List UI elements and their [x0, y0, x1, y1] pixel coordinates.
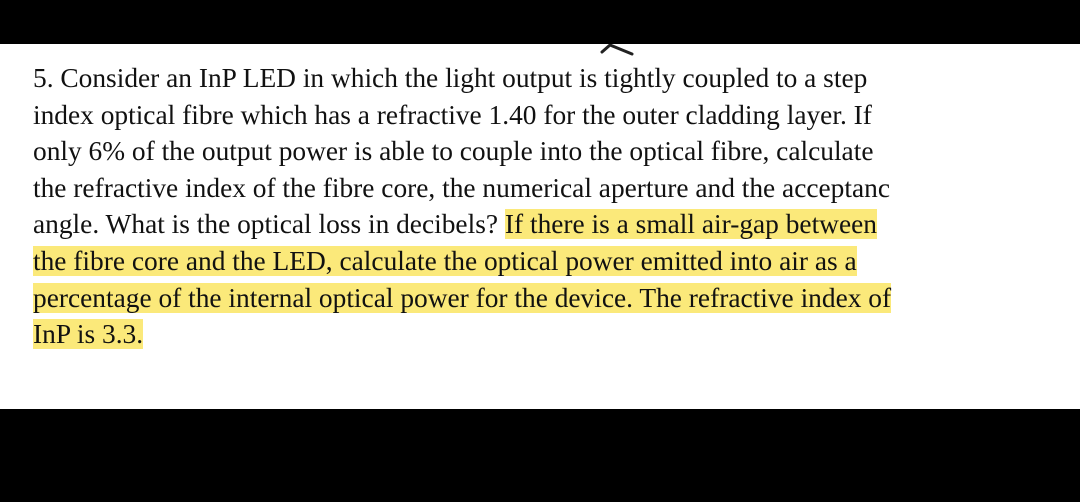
question-line-4	[33, 170, 1063, 207]
highlighted-text: If there is a small air-gap between	[504, 209, 877, 240]
question-line-8	[33, 316, 1063, 353]
question-line-3	[33, 133, 1063, 170]
question-line-5	[33, 206, 1063, 243]
line-text: index optical fibre which has a refractive 1.40 for the outer cladding layer. If	[33, 99, 872, 130]
line-text: only 6% of the output power is able to couple into the optical fibre, calculate	[33, 136, 874, 167]
line-text: 5. Consider an InP LED in which the light output is tightly coupled to a step	[33, 63, 868, 93]
pen-mark-icon	[596, 44, 636, 60]
highlighted-text: InP is 3.3.	[33, 319, 144, 350]
highlighted-text: percentage of the internal optical power for the device. The refractive index of	[33, 282, 892, 313]
question-line-1	[33, 60, 1063, 97]
question-text	[33, 60, 1063, 353]
question-line-7	[33, 280, 1063, 317]
line-text: the refractive index of the fibre core, the numerical aperture and the acceptanc	[33, 172, 891, 203]
line-text: angle. What is the optical loss in decibels?	[33, 209, 505, 240]
highlighted-text: the fibre core and the LED, calculate the optical power emitted into air as a	[33, 245, 857, 276]
top-black-bar	[0, 0, 1080, 44]
bottom-black-bar	[0, 409, 1080, 502]
question-line-6	[33, 243, 1063, 280]
question-line-2	[33, 97, 1063, 134]
